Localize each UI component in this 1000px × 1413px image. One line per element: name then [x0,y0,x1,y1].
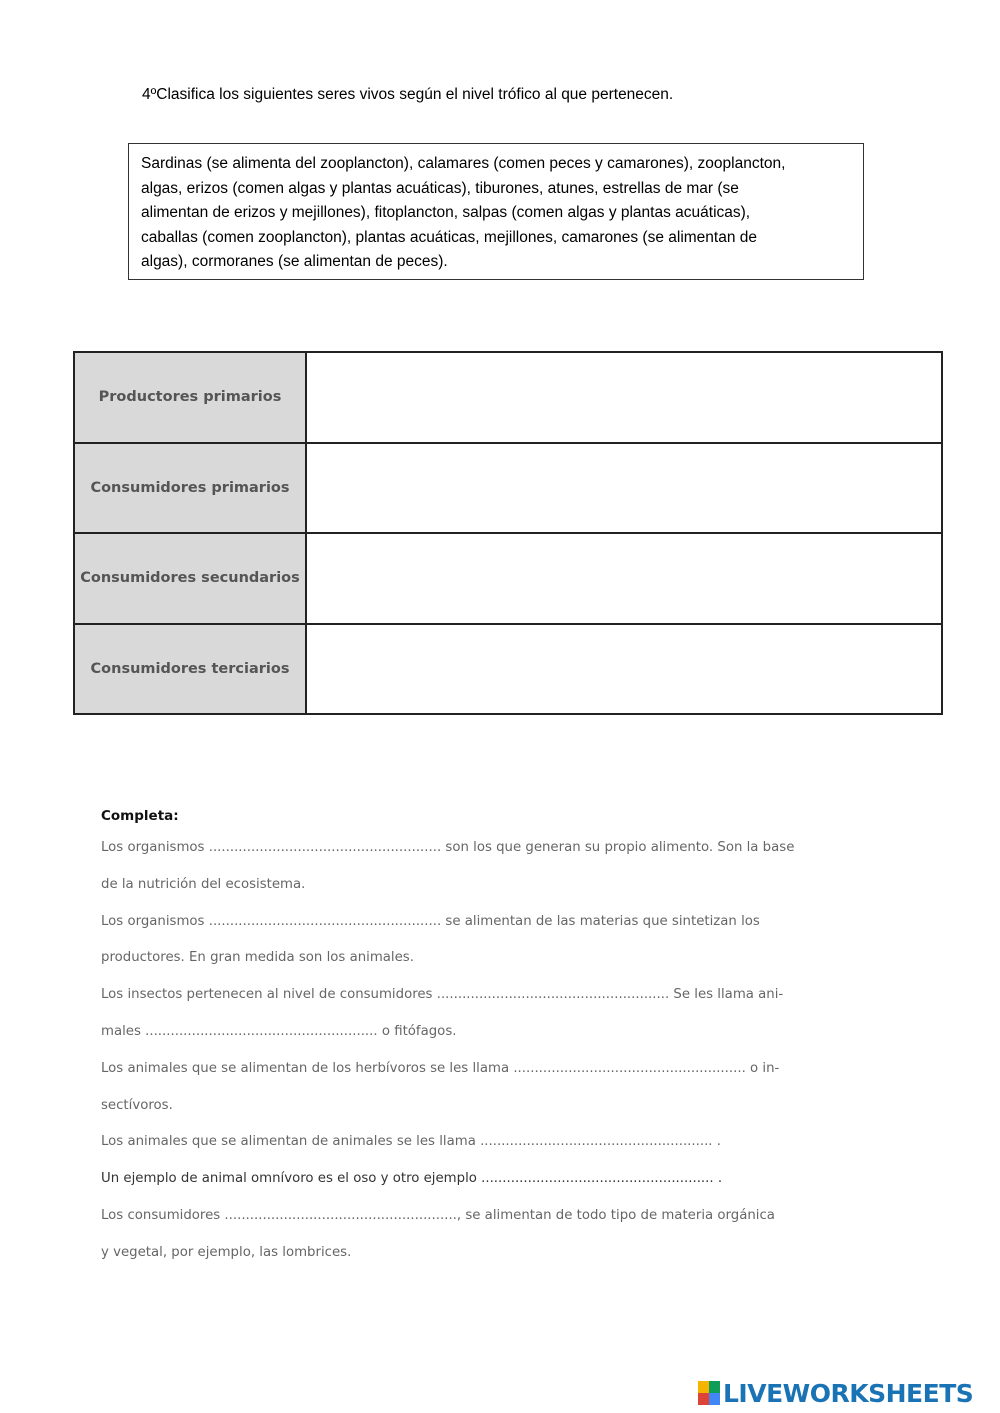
exercise-instruction: 4ºClasifica los siguientes seres vivos según el nivel trófico al que pertenecen. [142,86,674,103]
table-row [74,533,942,624]
completa-line: Un ejemplo de animal omnívoro es el oso y otro ejemplo ....................................................... . [101,1171,723,1187]
completa-line: productores. En gran medida son los animales. [101,950,414,966]
completa-line: Los organismos ....................................................... son los que generan su propio alimento. Son la base [101,840,795,855]
logo-square [698,1393,709,1405]
word-list-box [128,143,864,280]
table-row [74,443,942,534]
completa-section [101,806,861,1280]
word-list-line: algas), cormoranes (se alimentan de peces). [141,253,448,270]
trophic-level-table [73,351,943,715]
word-list-line: algas, erizos (comen algas y plantas acuáticas), tiburones, atunes, estrellas de mar (se [141,179,739,197]
logo-square [709,1393,720,1405]
liveworksheets-logo [698,1379,973,1407]
row-label-consumidores-secundarios: Consumidores secundarios [74,533,306,624]
completa-line: sectívoros. [101,1097,173,1113]
logo-square [709,1381,720,1393]
row-label-consumidores-primarios: Consumidores primarios [74,443,306,534]
logo-square [698,1381,709,1393]
completa-line: Los insectos pertenecen al nivel de consumidores ....................................................... Se les llama ani- [101,987,784,1003]
word-list-line: Sardinas (se alimenta del zooplancton), calamares (comen peces y camarones), zooplancton, [141,155,786,172]
word-list-line: caballas (comen zooplancton), plantas acuáticas, mejillones, camarones (se alimentan de [141,228,758,246]
liveworksheets-logo-text: LIVEWORKSHEETS [723,1378,974,1408]
completa-line: y vegetal, por ejemplo, las lombrices. [101,1244,352,1260]
table-row [74,624,942,715]
completa-line: Los organismos ....................................................... se alimentan de las materias que sintetizan los [101,913,760,929]
completa-title: Completa: [101,808,179,824]
answer-cell-consumidores-terciarios[interactable] [306,624,942,715]
word-list-line: alimentan de erizos y mejillones), fitoplancton, salpas (comen algas y plantas acuáticas), [141,204,751,221]
row-label-consumidores-terciarios: Consumidores terciarios [74,624,306,715]
completa-line: de la nutrición del ecosistema. [101,876,306,892]
answer-cell-productores-primarios[interactable] [306,352,942,443]
liveworksheets-logo-icon [698,1381,720,1405]
completa-line: Los animales que se alimentan de los herbívoros se les llama ....................................................... o in- [101,1060,780,1076]
completa-line: Los consumidores ......................................................., se alimentan de todo tipo de materia orgánica [101,1207,775,1223]
answer-cell-consumidores-primarios[interactable] [306,443,942,534]
completa-line: males ....................................................... o fitófagos. [101,1023,457,1039]
table-row [74,352,942,443]
answer-cell-consumidores-secundarios[interactable] [306,533,942,624]
completa-line: Los animales que se alimentan de animales se les llama ....................................................... . [101,1134,721,1150]
row-label-productores-primarios: Productores primarios [74,352,306,443]
